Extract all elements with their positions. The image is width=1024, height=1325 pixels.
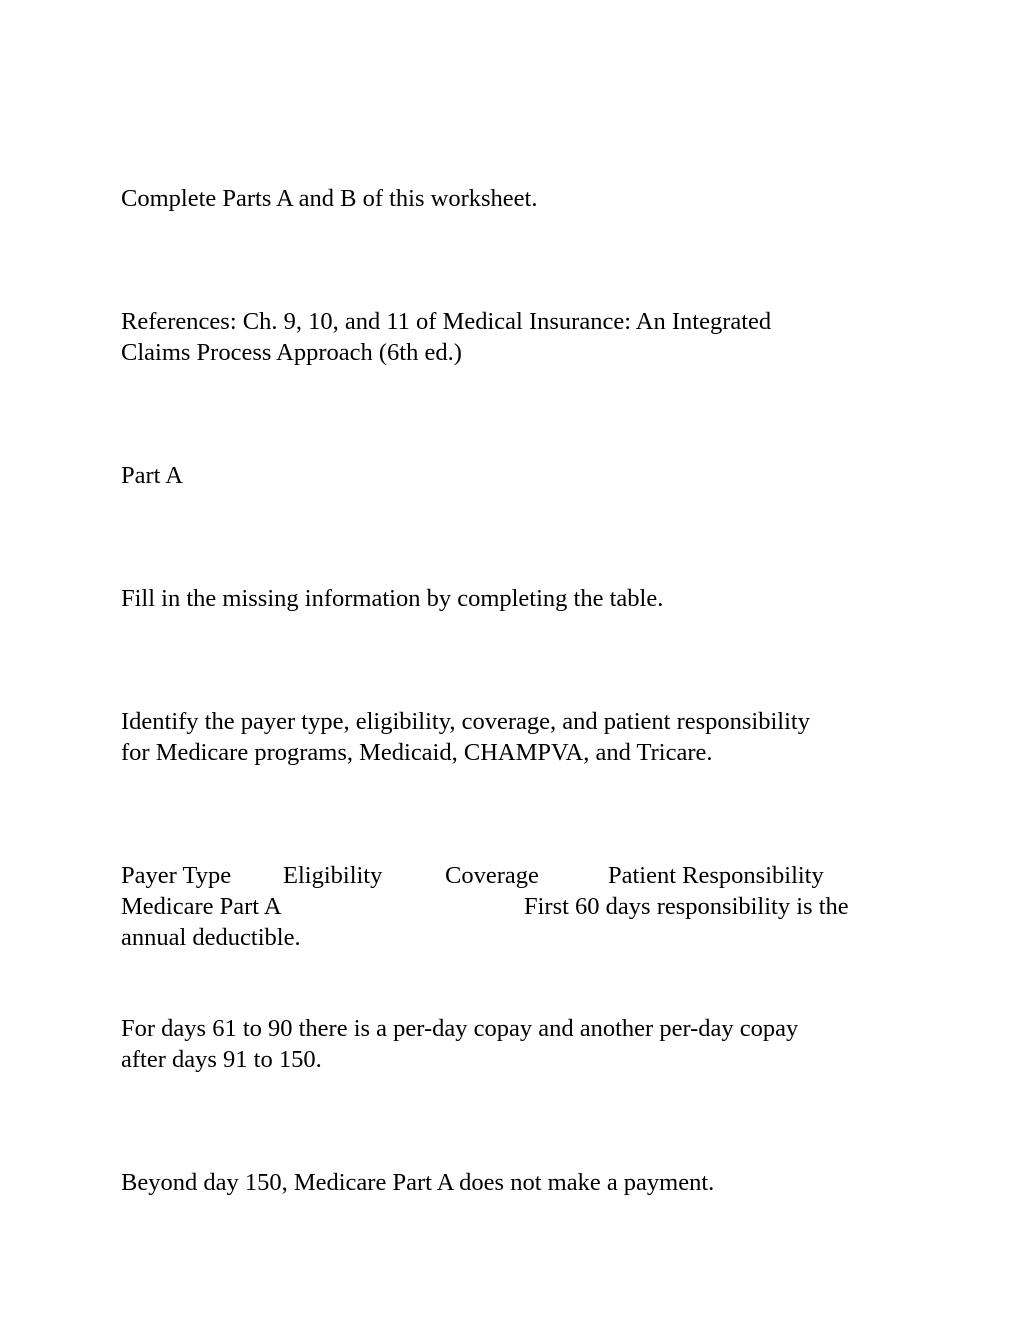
- header-payer-type: Payer Type: [121, 862, 232, 889]
- header-patient-responsibility: Patient Responsibility: [608, 862, 824, 889]
- references-line-2: Claims Process Approach (6th ed.): [121, 339, 462, 366]
- row-payer-medicare-part-a: Medicare Part A: [121, 893, 282, 920]
- part-heading: Part A: [121, 462, 183, 489]
- instructions-text: Complete Parts A and B of this worksheet.: [121, 185, 538, 212]
- identify-line-2: for Medicare programs, Medicaid, CHAMPVA, and Tricare.: [121, 739, 713, 766]
- identify-line-1: Identify the payer type, eligibility, coverage, and patient responsibility: [121, 708, 810, 735]
- row-responsibility-line-2: annual deductible.: [121, 924, 301, 951]
- beyond-note: Beyond day 150, Medicare Part A does not make a payment.: [121, 1169, 715, 1196]
- fill-instruction: Fill in the missing information by completing the table.: [121, 585, 664, 612]
- row-responsibility-line-1: First 60 days responsibility is the: [524, 893, 849, 920]
- header-coverage: Coverage: [445, 862, 539, 889]
- copay-line-1: For days 61 to 90 there is a per-day copay and another per-day copay: [121, 1015, 799, 1042]
- references-line-1: References: Ch. 9, 10, and 11 of Medical Insurance: An Integrated: [121, 308, 772, 335]
- header-eligibility: Eligibility: [283, 862, 383, 889]
- copay-line-2: after days 91 to 150.: [121, 1046, 322, 1073]
